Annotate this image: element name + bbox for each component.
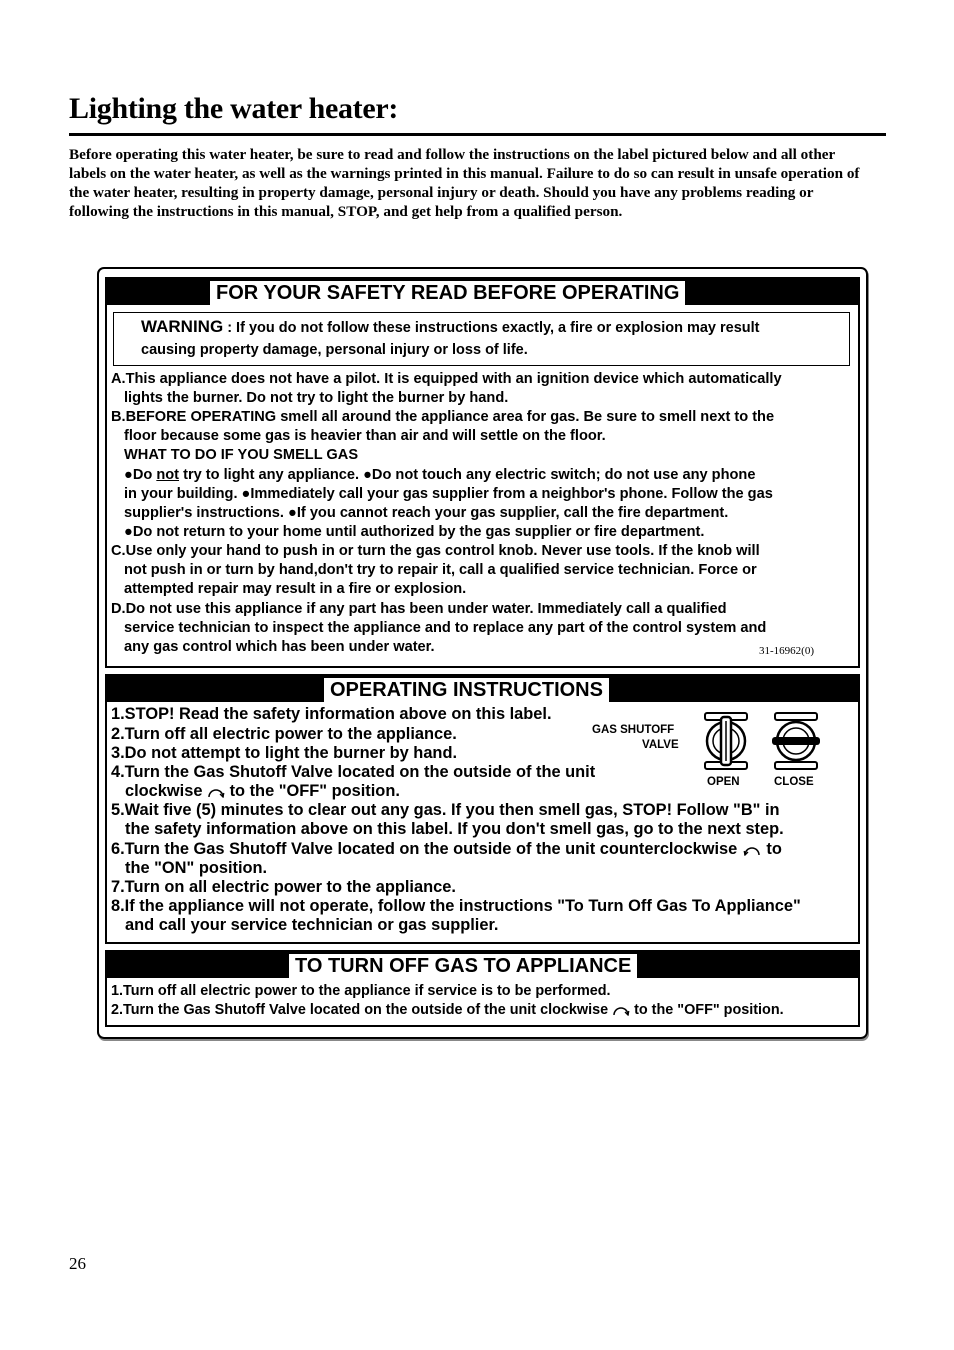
safety-line: in your building. ●Immediately call your gas supplier from a neighbor's phone. Follow the gas xyxy=(124,486,773,502)
safety-line: WHAT TO DO IF YOU SMELL GAS xyxy=(124,447,359,463)
clockwise-arrow-icon xyxy=(207,786,225,798)
safety-line: ●Do not return to your home until authorized by the gas supplier or fire department. xyxy=(124,524,705,540)
warning-word: WARNING xyxy=(141,317,224,336)
safety-line: supplier's instructions. ●If you cannot reach your gas supplier, call the fire department. xyxy=(124,505,729,521)
valve-label: VALVE xyxy=(642,739,679,751)
safety-bullet-line: ●Do not try to light any appliance. ●Do not touch any electric switch; do not use any phone xyxy=(124,467,756,483)
safety-header-bar xyxy=(107,279,858,305)
operating-line: 8.If the appliance will not operate, follow the instructions "To Turn Off Gas To Appliance" xyxy=(111,897,801,915)
turnoff-header-bar xyxy=(107,952,858,978)
safety-line: A.This appliance does not have a pilot. It is equipped with an ignition device which automatically xyxy=(111,371,782,387)
warning-line-1: WARNING : If you do not follow these instructions exactly, a fire or explosion may result xyxy=(141,317,760,336)
intro-paragraph: Before operating this water heater, be sure to read and follow the instructions on the label pictured below and all other labels on the water heater, as well as the warnings printed in this manual. Failure to do so can result in unsafe operation of the water heater, resulting in property damage, personal injury or death. Should you have any problems reading or following the instructions in this manual, STOP, and get help from a qualified person. xyxy=(69,146,860,220)
valve-open-icon xyxy=(703,711,749,771)
warning-box xyxy=(113,312,850,366)
turnoff-line: 1.Turn off all electric power to the appliance if service is to be performed. xyxy=(111,983,611,999)
turnoff-line: 2.Turn the Gas Shutoff Valve located on the outside of the unit clockwise to the "OFF" position. xyxy=(111,1002,784,1018)
safety-heading: FOR YOUR SAFETY READ BEFORE OPERATING xyxy=(210,281,685,305)
operating-line: 7.Turn on all electric power to the appliance. xyxy=(111,878,456,896)
operating-line: 3.Do not attempt to light the burner by hand. xyxy=(111,744,458,762)
operating-line: the "ON" position. xyxy=(125,859,268,877)
operating-line: 1.STOP! Read the safety information above on this label. xyxy=(111,705,552,723)
label-code: 31-16962(0) xyxy=(759,645,814,657)
safety-line: B.BEFORE OPERATING smell all around the appliance area for gas. Be sure to smell next to the xyxy=(111,409,775,425)
operating-line: 6.Turn the Gas Shutoff Valve located on the outside of the unit counterclockwise to xyxy=(111,840,782,858)
operating-line: the safety information above on this label. If you don't smell gas, go to the next step. xyxy=(125,820,784,838)
operating-line: and call your service technician or gas supplier. xyxy=(125,916,499,934)
title-rule xyxy=(69,133,886,136)
safety-line: service technician to inspect the appliance and to replace any part of the control system and xyxy=(124,620,767,636)
safety-line: not push in or turn by hand,don't try to repair it, call a qualified service technician. Force or xyxy=(124,562,757,578)
page-title: Lighting the water heater: xyxy=(69,92,399,125)
valve-label: GAS SHUTOFF xyxy=(592,724,675,736)
valve-close-icon xyxy=(771,711,821,771)
operating-line: 5.Wait five (5) minutes to clear out any gas. If you then smell gas, STOP! Follow "B" in xyxy=(111,801,780,819)
valve-close-label: CLOSE xyxy=(774,776,814,788)
clockwise-arrow-icon xyxy=(612,1004,630,1016)
valve-open-label: OPEN xyxy=(707,776,740,788)
operating-line: 2.Turn off all electric power to the appliance. xyxy=(111,725,457,743)
safety-line: attempted repair may result in a fire or explosion. xyxy=(124,581,467,597)
safety-line: D.Do not use this appliance if any part has been under water. Immediately call a qualified xyxy=(111,601,727,617)
operating-heading: OPERATING INSTRUCTIONS xyxy=(324,678,609,702)
turnoff-heading: TO TURN OFF GAS TO APPLIANCE xyxy=(289,954,637,978)
page-number: 26 xyxy=(69,1254,86,1273)
safety-line: C.Use only your hand to push in or turn the gas control knob. Never use tools. If the knob will xyxy=(111,543,760,559)
operating-line: clockwise to the "OFF" position. xyxy=(125,782,400,800)
operating-header-bar xyxy=(107,676,858,702)
safety-line: any gas control which has been under water. xyxy=(124,639,435,655)
safety-line: lights the burner. Do not try to light the burner by hand. xyxy=(124,390,509,406)
counterclockwise-arrow-icon xyxy=(742,844,762,856)
safety-line: floor because some gas is heavier than air and will settle on the floor. xyxy=(124,428,606,444)
operating-line: 4.Turn the Gas Shutoff Valve located on the outside of the unit xyxy=(111,763,596,781)
warning-line-2: causing property damage, personal injury or loss of life. xyxy=(141,342,528,358)
